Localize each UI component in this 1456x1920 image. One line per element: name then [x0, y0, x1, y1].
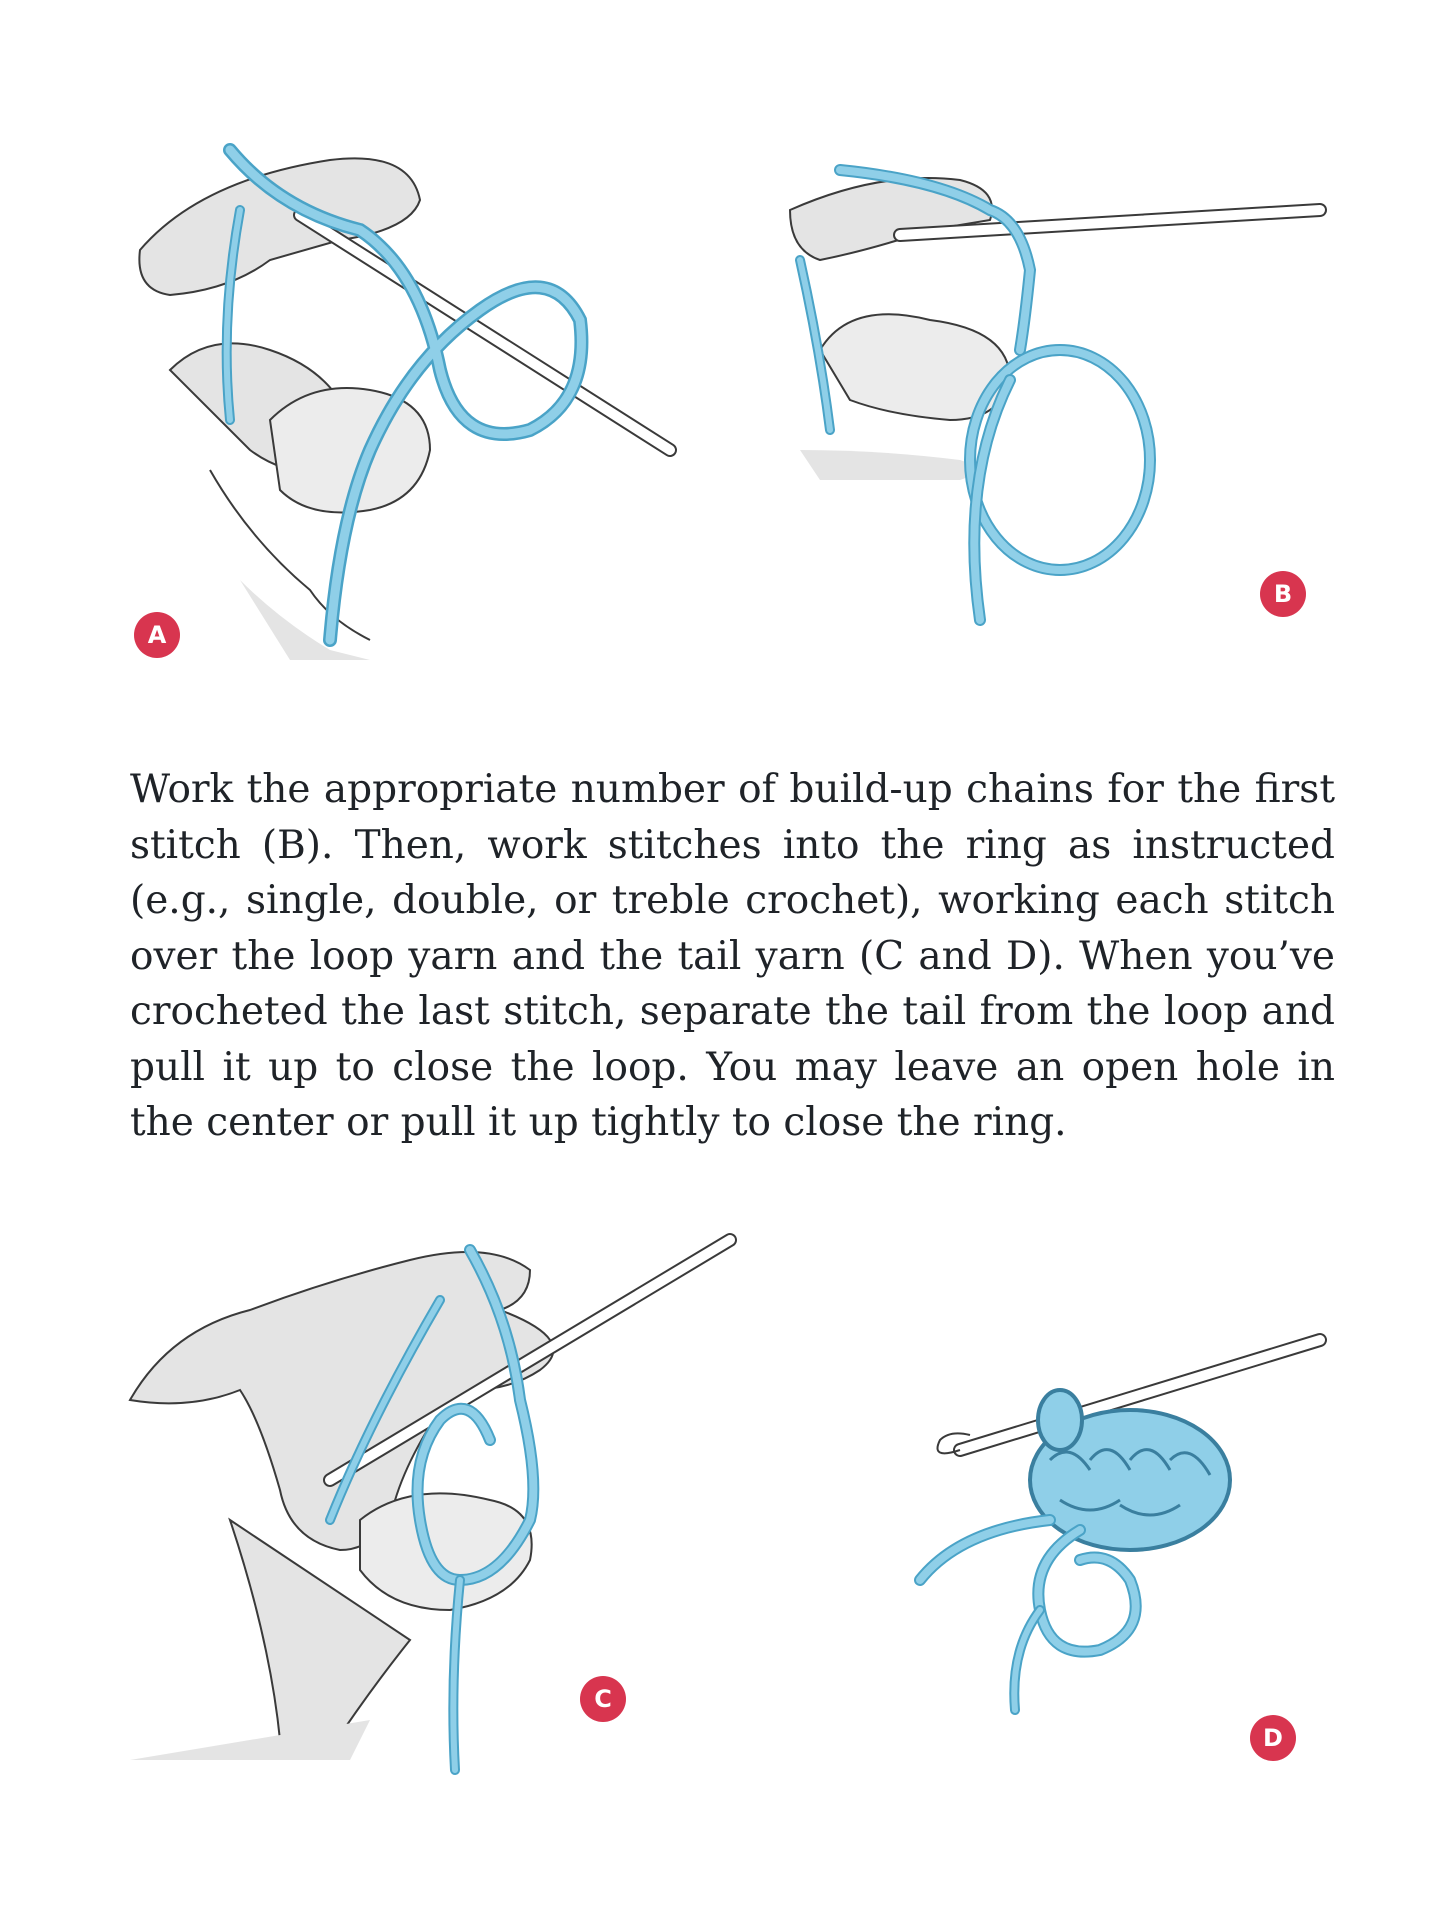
illustration-d	[900, 1320, 1360, 1770]
stitch-cluster	[1030, 1390, 1230, 1550]
illustration-a	[110, 120, 730, 680]
illustration-b	[760, 150, 1340, 640]
illustration-c	[110, 1220, 760, 1780]
label-badge-b: B	[1260, 571, 1306, 617]
label-badge-a: A	[134, 612, 180, 658]
hand-shape	[130, 1252, 553, 1760]
label-badge-c: C	[580, 1676, 626, 1722]
label-badge-d: D	[1250, 1715, 1296, 1761]
instruction-paragraph: Work the appropriate number of build-up chains for the first stitch (B). Then, work stitches into the ring as instructed (e.g., single, double, or treble crochet), working each stitch over the loop yarn and the tail yarn (C and D). When you’ve crocheted the last stitch, separate the tail from the loop and pull it up to close the loop. You may leave an open hole in the center or pull it up tightly to close the ring.	[130, 767, 1335, 1145]
